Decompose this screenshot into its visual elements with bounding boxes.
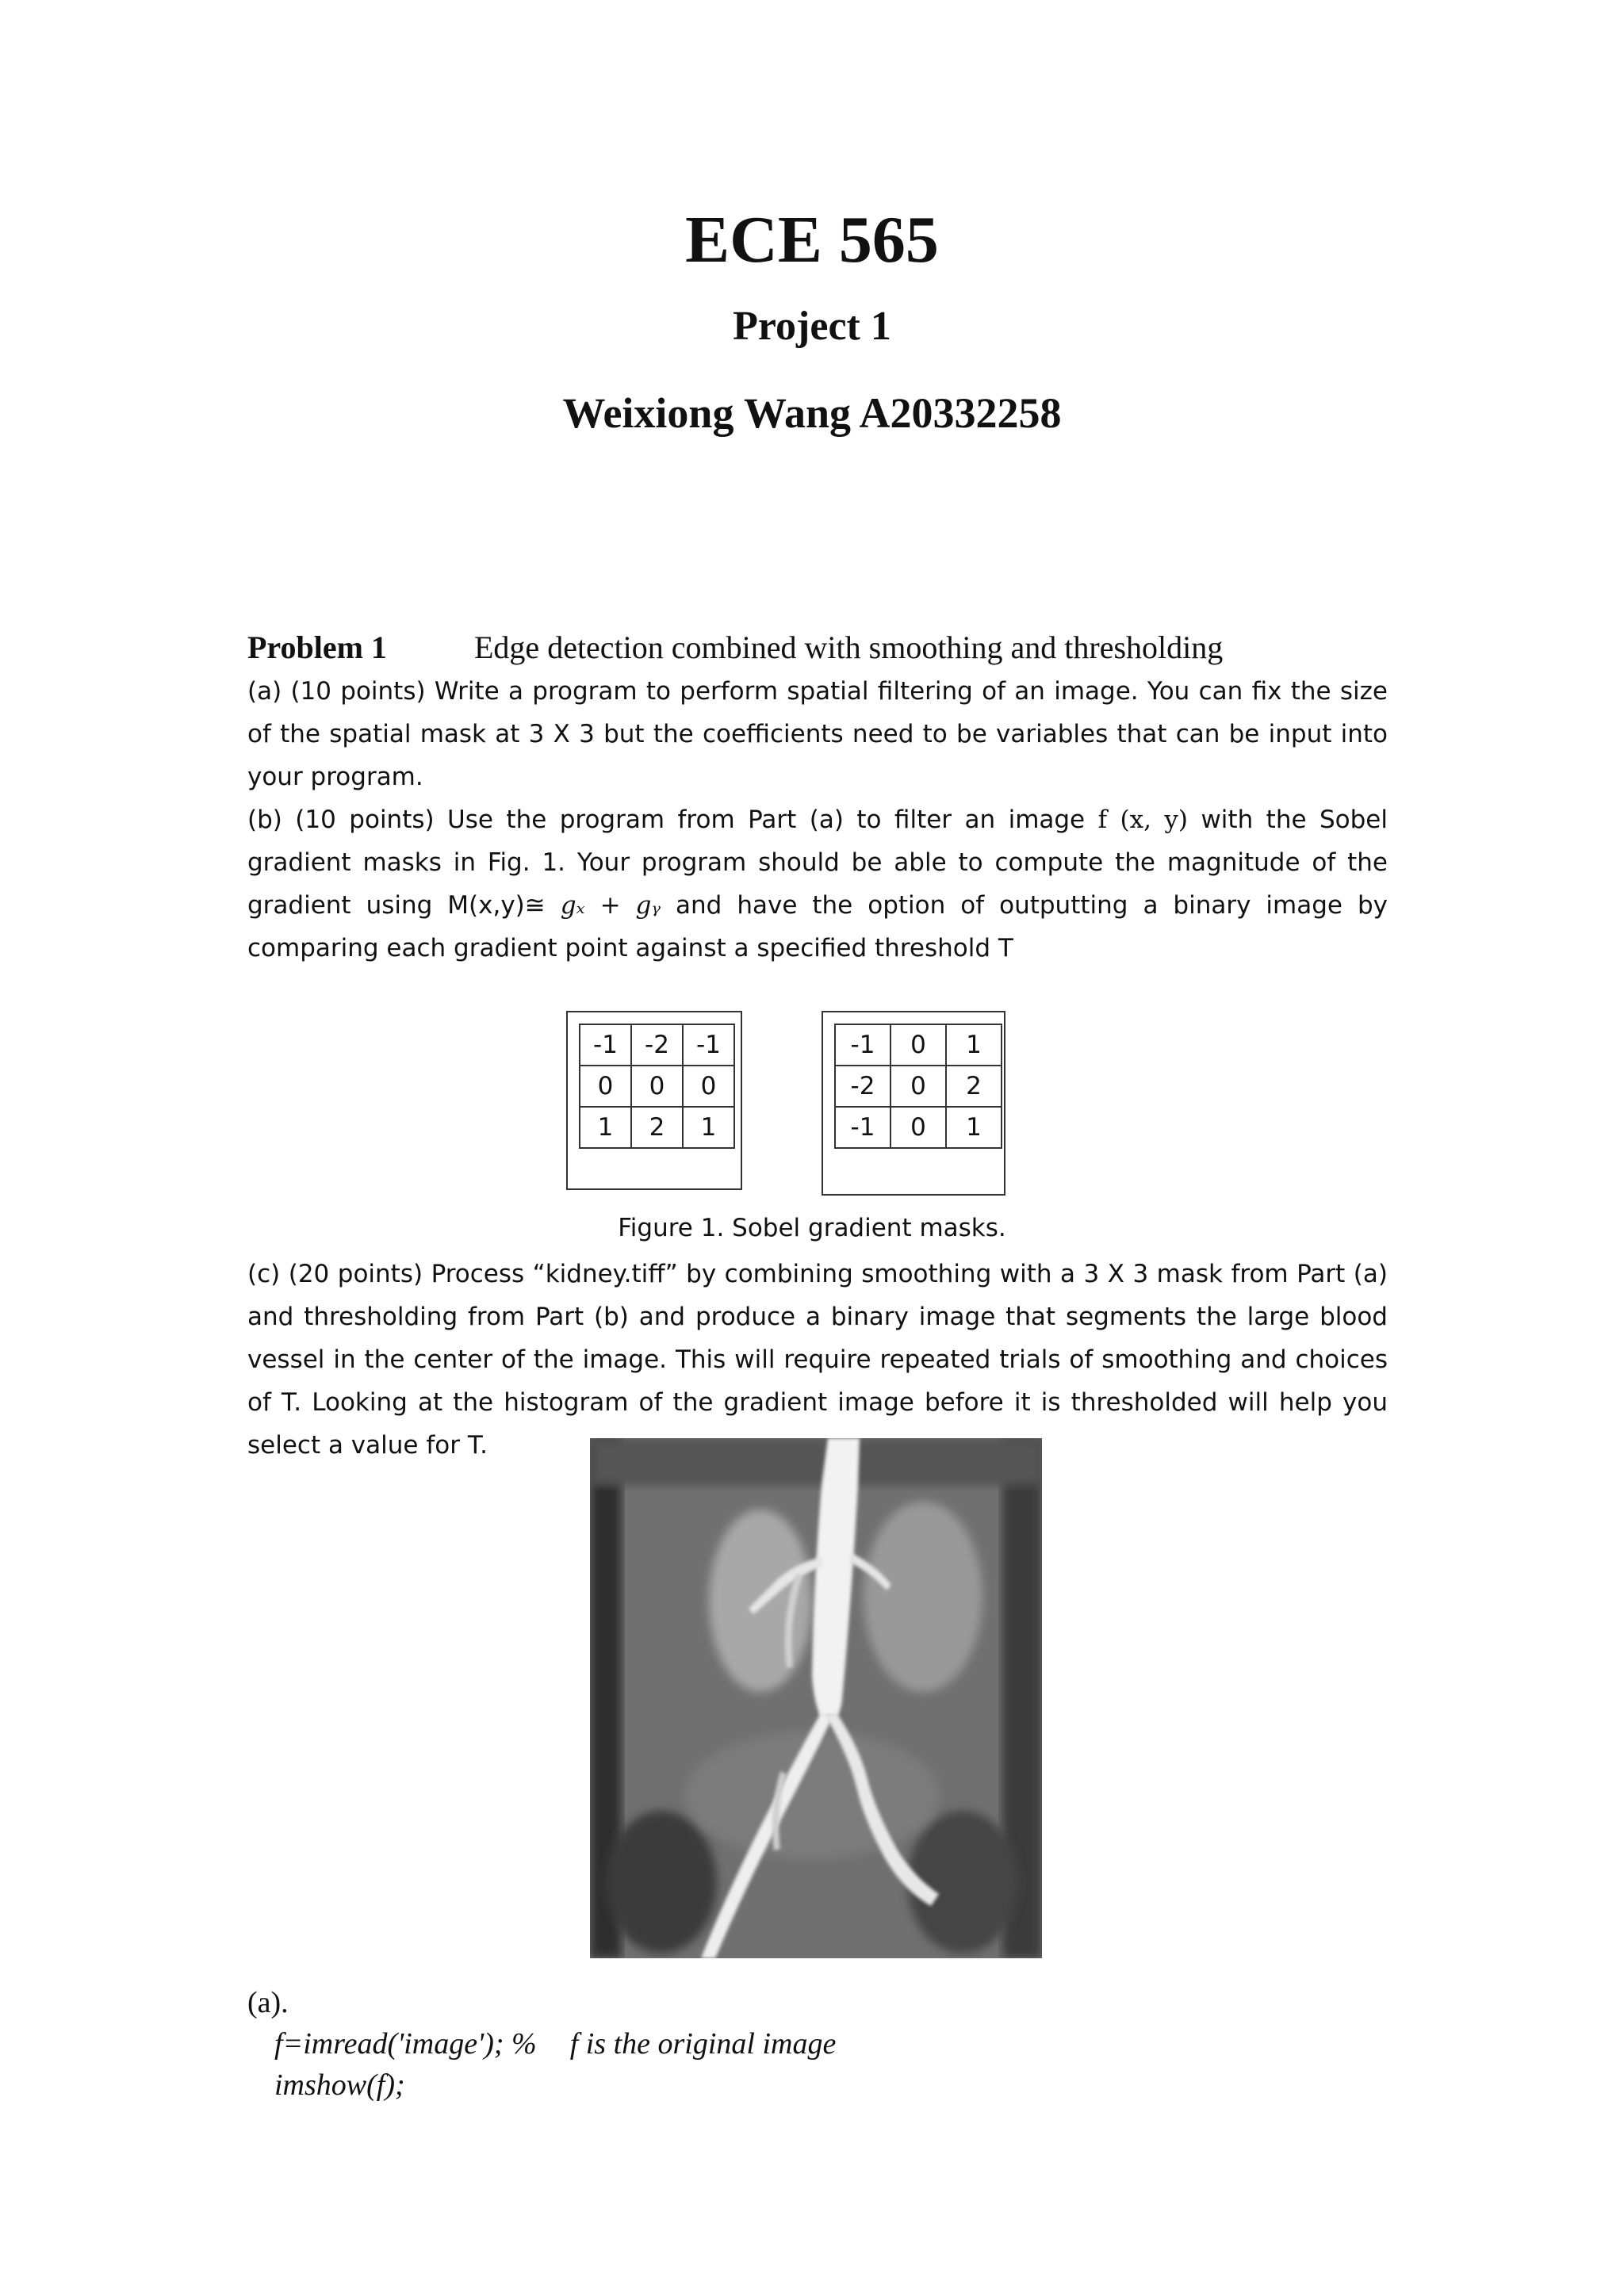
kidney-angiogram-image [590,1438,1042,1958]
sobel-mask-gy-table [579,1024,735,1149]
course-title: ECE 565 [685,203,939,277]
mask-cell: -2 [631,1024,683,1066]
code-line-1-comment: f is the original image [569,2027,837,2061]
mask-cell: -2 [835,1066,891,1107]
sobel-mask-gy [566,1011,742,1190]
part-a-text: (a) (10 points) Write a program to perform spatial filtering of an image. You can fix the size of the spatial mask at 3 X 3 but the coefficients need to be variables that can be input into your program. [247,677,1388,791]
project-title: Project 1 [733,304,891,349]
mask-cell: 1 [946,1024,1002,1066]
mask-cell: 1 [580,1107,631,1148]
mask-cell: -1 [580,1024,631,1066]
mask-cell: 0 [631,1066,683,1107]
code-line-1-code: f=imread('image'); % [274,2027,537,2061]
part-c-text: (c) (20 points) Process “kidney.tiff” by combining smoothing with a 3 X 3 mask from Part (a) and thresholding from Part (b) and produce a binary image that segments the large blood vessel in the center of the image. This will require repeated trials of smoothing and choices of T. Looking at the histogram of the gradient image before it is thresholded will help you select a value for T. [247,1260,1388,1460]
figure-caption: Figure 1. Sobel gradient masks. [618,1214,1006,1242]
part-b-text-2: with the Sobel gradient masks in Fig. 1. Your program should be able to compute the magnitude of the gradient using M(x,y)≅ [247,806,1388,920]
problem-heading [247,626,1397,669]
mask-cell: 2 [946,1066,1002,1107]
sobel-mask-gx [822,1011,1005,1196]
mask-cell: 1 [946,1107,1002,1148]
mask-cell: 2 [631,1107,683,1148]
code-line-2: imshow(f); [274,2068,405,2102]
problem-label: Problem 1 [247,629,387,665]
mask-cell: 0 [891,1107,946,1148]
fxy-expression: f (x, y) [1097,806,1188,834]
mask-cell: 0 [580,1066,631,1107]
author-line: Weixiong Wang A20332258 [562,389,1062,437]
answer-a-label: (a). [247,1986,289,2019]
mask-cell: -1 [835,1107,891,1148]
kidney-angiogram-graphic [590,1438,1042,1958]
mask-cell: 1 [683,1107,734,1148]
mask-cell: 0 [891,1024,946,1066]
mask-cell: -1 [835,1024,891,1066]
mask-cell: -1 [683,1024,734,1066]
part-b-text [247,798,1388,970]
code-line-1 [274,2023,836,2064]
mask-cell: 0 [891,1066,946,1107]
problem-title: Edge detection combined with smoothing and thresholding [474,629,1224,665]
sobel-mask-gx-table [834,1024,1002,1149]
part-b-text-1: (b) (10 points) Use the program from Part (a) to filter an image [247,806,1098,834]
mask-cell: 0 [683,1066,734,1107]
part-b-text-3: and have the option of outputting a binary image by comparing each gradient point against a specified threshold T [247,891,1388,962]
gradient-formula: gₓ + gᵧ [560,891,661,920]
